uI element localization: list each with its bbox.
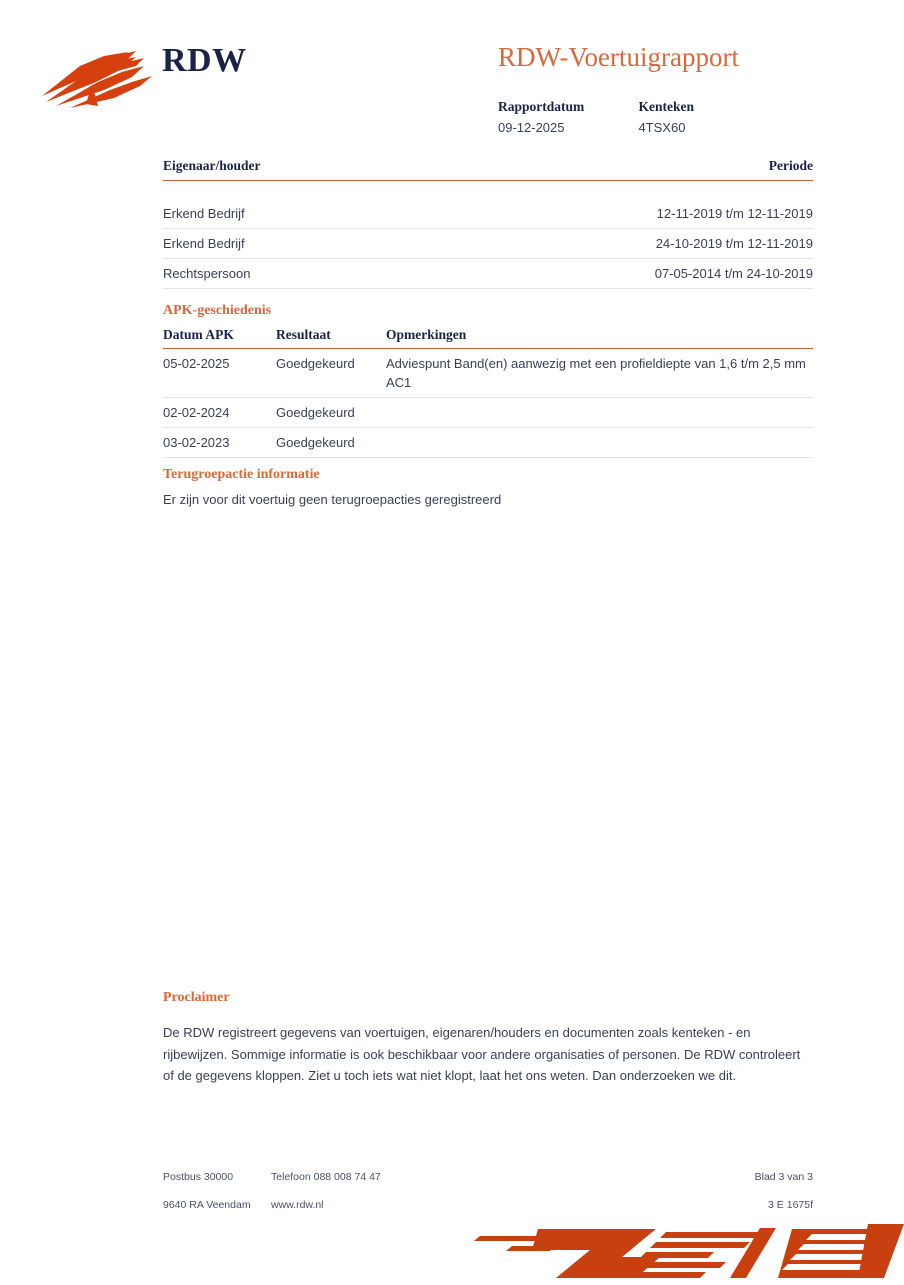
owner-section xyxy=(163,158,813,289)
license-plate-block xyxy=(638,97,694,138)
report-date-value: 09-12-2025 xyxy=(498,120,565,135)
recall-section-heading: Terugroepactie informatie xyxy=(163,467,320,482)
apk-table xyxy=(163,327,813,458)
table-row xyxy=(163,229,813,259)
period-column-header: Periode xyxy=(768,158,813,173)
owner-holder: Rechtspersoon xyxy=(163,259,488,289)
apk-column-date: Datum APK xyxy=(163,327,276,349)
report-date-block xyxy=(498,97,634,138)
apk-section-heading: APK-geschiedenis xyxy=(163,303,272,318)
table-row xyxy=(163,349,813,398)
apk-section xyxy=(163,303,813,458)
table-header-row xyxy=(163,327,813,349)
owner-holder: Erkend Bedrijf xyxy=(163,199,488,229)
footer-phone: Telefoon 088 008 74 47 xyxy=(271,1171,381,1183)
table-row xyxy=(163,259,813,289)
footer-form-code: 3 E 1675f xyxy=(768,1199,813,1211)
footer-page-number: Blad 3 van 3 xyxy=(754,1171,813,1183)
footer-row-first xyxy=(163,1170,813,1184)
report-date-label: Rapportdatum xyxy=(498,99,585,114)
apk-column-remarks: Opmerkingen xyxy=(386,327,813,349)
apk-remarks xyxy=(386,428,813,458)
table-row xyxy=(163,428,813,458)
apk-result: Goedgekeurd xyxy=(276,398,386,428)
owner-column-header: Eigenaar/houder xyxy=(163,158,261,173)
apk-result: Goedgekeurd xyxy=(276,428,386,458)
owner-table-body xyxy=(163,199,813,289)
apk-table-head xyxy=(163,327,813,349)
owner-section-header xyxy=(163,158,813,181)
owner-period: 07-05-2014 t/m 24-10-2019 xyxy=(488,259,813,289)
footer-city: 9640 RA Veendam xyxy=(163,1199,251,1211)
rdw-speed-stripes-graphic xyxy=(460,1210,904,1280)
page-title: RDW-Voertuigrapport xyxy=(498,42,739,72)
rdw-feather-icon xyxy=(40,44,160,110)
proclaimer-section xyxy=(163,990,813,1087)
recall-text: Er zijn voor dit voertuig geen terugroepacties geregistreerd xyxy=(163,492,502,507)
proclaimer-section-heading: Proclaimer xyxy=(163,990,230,1005)
apk-column-result: Resultaat xyxy=(276,327,386,349)
owner-holder: Erkend Bedrijf xyxy=(163,229,488,259)
owner-period: 12-11-2019 t/m 12-11-2019 xyxy=(488,199,813,229)
apk-date: 02-02-2024 xyxy=(163,398,276,428)
footer-postbus: Postbus 30000 xyxy=(163,1171,234,1183)
rdw-logo xyxy=(40,30,300,110)
footer-website[interactable]: www.rdw.nl xyxy=(271,1199,324,1211)
apk-remarks: Adviespunt Band(en) aanwezig met een profieldiepte van 1,6 t/m 2,5 mm AC1 xyxy=(386,349,813,398)
apk-remarks xyxy=(386,398,813,428)
apk-date: 05-02-2025 xyxy=(163,349,276,398)
table-row xyxy=(163,199,813,229)
report-meta xyxy=(498,97,828,138)
table-row xyxy=(163,398,813,428)
apk-table-body xyxy=(163,349,813,458)
owner-table xyxy=(163,199,813,289)
apk-date: 03-02-2023 xyxy=(163,428,276,458)
owner-period: 24-10-2019 t/m 12-11-2019 xyxy=(488,229,813,259)
recall-section xyxy=(163,467,813,509)
rdw-wordmark: RDW xyxy=(162,42,247,79)
apk-result: Goedgekeurd xyxy=(276,349,386,398)
license-plate-label: Kenteken xyxy=(638,99,694,114)
license-plate-value: 4TSX60 xyxy=(638,120,686,135)
proclaimer-text: De RDW registreert gegevens van voertuigen, eigenaren/houders en documenten zoals kenteken - en rijbewijzen. Sommige informatie is ook beschikbaar voor andere organisaties of personen. De RDW controleert of de gegevens kloppen. Ziet u toch iets wat niet klopt, laat het ons weten. Dan onderzoeken we dit. xyxy=(163,1025,801,1083)
